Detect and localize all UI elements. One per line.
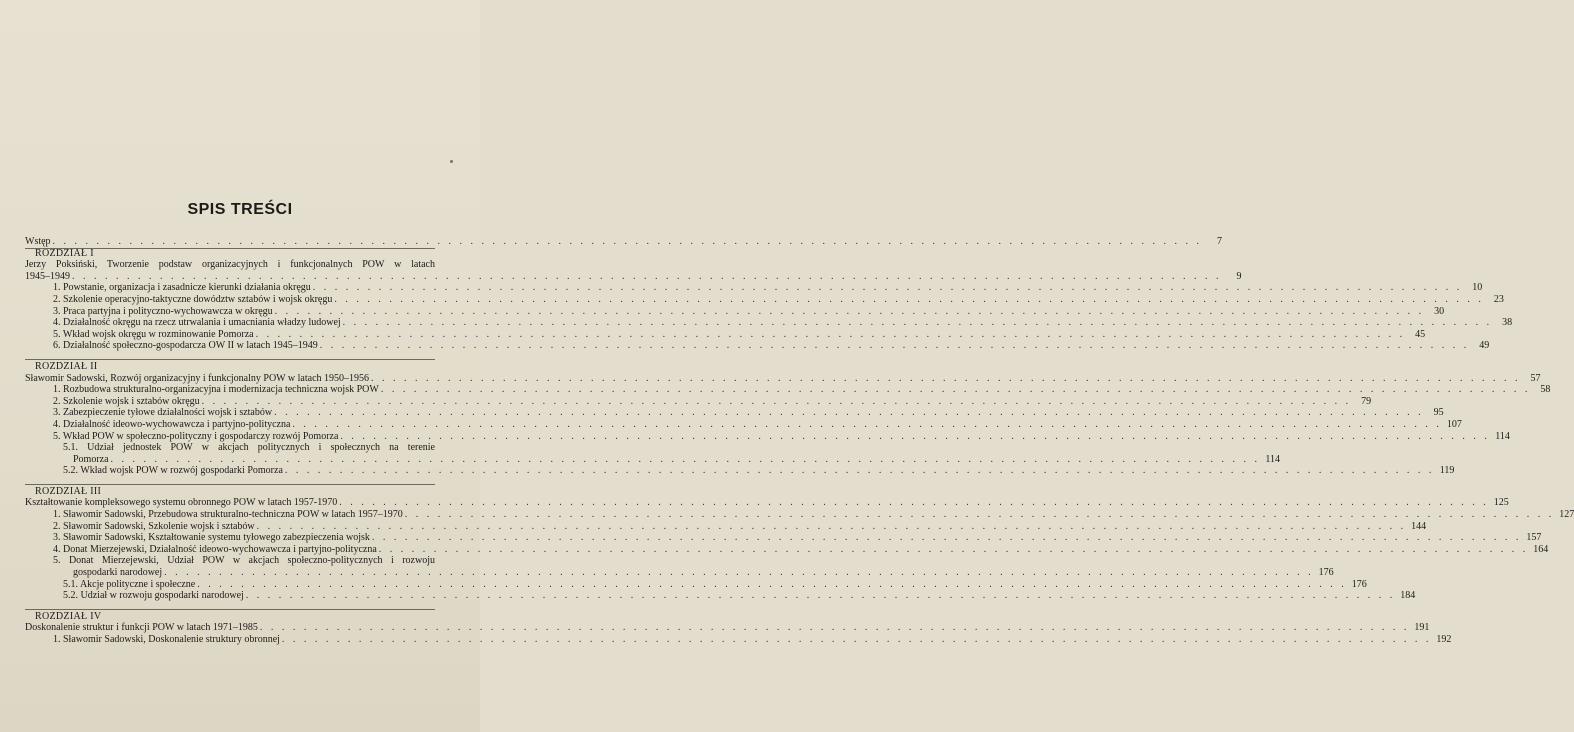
chapter-label-4: ROZDZIAŁ IV bbox=[35, 610, 102, 622]
toc-subentry-5-1[interactable]: 5.1. Udział jednostek POW w akcjach politycznych i społecznych na terenie bbox=[63, 442, 435, 454]
chapter-heading-2[interactable]: Sławomir Sadowski, Rozwój organizacyjny i funkcjonalny POW w latach 1950–1956 . . . 57 bbox=[25, 373, 435, 385]
toc-entry-2-2[interactable]: 2. Szkolenie wojsk i sztabów okręgu . . . 79 bbox=[25, 396, 435, 408]
toc-entry-3-1[interactable]: 1. Sławomir Sadowski, Przebudowa strukturalno-techniczna POW w latach 1957–1970 . . . 127 bbox=[25, 509, 435, 521]
toc-entry-1-1[interactable]: 1. Powstanie, organizacja i zasadnicze kierunki działania okręgu . . . 10 bbox=[25, 282, 435, 294]
rule-after-intro bbox=[25, 248, 435, 249]
chapter-label-3: ROZDZIAŁ III bbox=[35, 485, 102, 497]
rule-chapter-2 bbox=[25, 359, 435, 360]
toc-entry-3-2[interactable]: 2. Sławomir Sadowski, Szkolenie wojsk i sztabów . . . 144 bbox=[25, 521, 435, 533]
toc-entry-1-4[interactable]: 4. Działalność okręgu na rzecz utrwalania i umacniania władzy ludowej . . . 38 bbox=[25, 317, 435, 329]
toc-entry-3-5-cont[interactable]: gospodarki narodowej . . . 176 bbox=[25, 567, 435, 579]
chapter-heading-1-cont[interactable]: 1945–1949 . . . 9 bbox=[25, 271, 435, 283]
toc-subentry-3-5-2[interactable]: 5.2. Udział w rozwoju gospodarki narodowej . . . 184 bbox=[25, 590, 435, 602]
toc-entry-1-6[interactable]: 6. Działalność społeczno-gospodarcza OW II w latach 1945–1949 . . . 49 bbox=[25, 340, 435, 352]
toc-entry-2-5[interactable]: 5. Wkład POW w społeczno-polityczny i gospodarczy rozwój Pomorza . . . 114 bbox=[25, 431, 435, 443]
chapter-heading-3[interactable]: Kształtowanie kompleksowego systemu obronnego POW w latach 1957-1970 . . . 125 bbox=[25, 497, 435, 509]
chapter-heading-1[interactable]: Jerzy Poksiński, Tworzenie podstaw organizacyjnych i funkcjonalnych POW w latach bbox=[25, 259, 435, 271]
toc-subentry-5-2[interactable]: 5.2. Wkład wojsk POW w rozwój gospodarki Pomorza . . . 119 bbox=[25, 465, 435, 477]
toc-entry-3-3[interactable]: 3. Sławomir Sadowski, Kształtowanie systemu tyłowego zabezpieczenia wojsk . . . 157 bbox=[25, 532, 435, 544]
toc-entry-2-1[interactable]: 1. Rozbudowa strukturalno-organizacyjna i modernizacja techniczna wojsk POW . . . 58 bbox=[25, 384, 435, 396]
toc-subentry-5-1-cont[interactable]: Pomorza . . . 114 bbox=[25, 454, 435, 466]
toc-entry-3-4[interactable]: 4. Donat Mierzejewski, Działalność ideowo-wychowawcza i partyjno-polityczna . . . 164 bbox=[25, 544, 435, 556]
table-of-contents bbox=[25, 236, 1574, 646]
toc-entry-1-5[interactable]: 5. Wkład wojsk okręgu w rozminowanie Pomorza . . . 45 bbox=[25, 329, 435, 341]
toc-entry-1-2[interactable]: 2. Szkolenie operacyjno-taktyczne dowództw sztabów i wojsk okręgu . . . 23 bbox=[25, 294, 435, 306]
chapter-heading-4[interactable]: Doskonalenie struktur i funkcji POW w latach 1971–1985 . . . 191 bbox=[25, 622, 435, 634]
toc-entry-3-5[interactable]: 5. Donat Mierzejewski, Udział POW w akcjach społeczno-politycznych i rozwoju bbox=[53, 555, 435, 567]
chapter-label-1: ROZDZIAŁ I bbox=[35, 247, 94, 259]
paper-speck bbox=[450, 160, 453, 163]
toc-entry-4-1[interactable]: 1. Sławomir Sadowski, Doskonalenie struktury obronnej . . . 192 bbox=[25, 634, 435, 646]
rule-chapter-4 bbox=[25, 609, 435, 610]
toc-subentry-3-5-1[interactable]: 5.1. Akcje polityczne i społeczne . . . 176 bbox=[25, 579, 435, 591]
toc-entry-1-3[interactable]: 3. Praca partyjna i polityczno-wychowawcza w okręgu . . . 30 bbox=[25, 306, 435, 318]
toc-entry-2-3[interactable]: 3. Zabezpieczenie tyłowe działalności wojsk i sztabów . . . 95 bbox=[25, 407, 435, 419]
chapter-label-2: ROZDZIAŁ II bbox=[35, 360, 98, 372]
toc-entry-2-4[interactable]: 4. Działalność ideowo-wychowawcza i partyjno-polityczna . . . 107 bbox=[25, 419, 435, 431]
toc-entry-intro[interactable]: Wstęp . . . 7 bbox=[25, 236, 435, 248]
rule-chapter-3 bbox=[25, 484, 435, 485]
page-title: SPIS TREŚCI bbox=[187, 201, 293, 218]
